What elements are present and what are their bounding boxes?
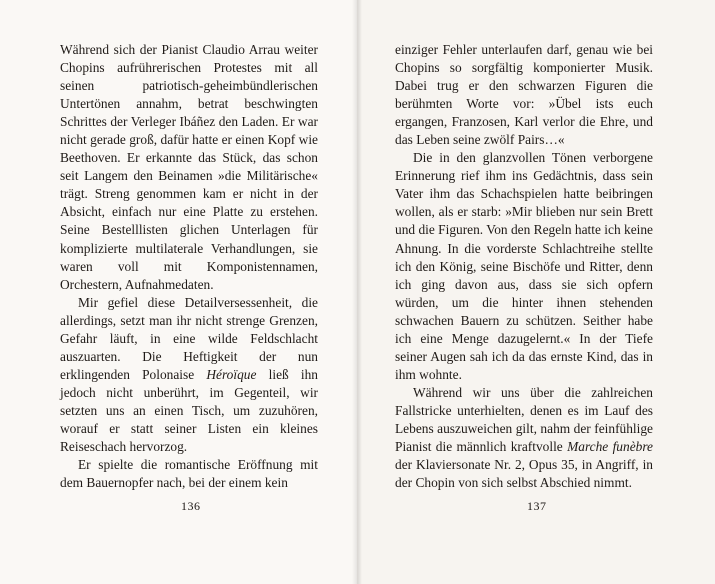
paragraph: Während wir uns über die zahlreichen Fallstricke unterhielten, denen es im Lauf des Lebens auszuweichen gilt, nahm der feinfühlige Pianist die männlich kraftvolle Marche funèbre der Klaviersonate Nr. 2, Opus 35, in Angriff, in der Chopin von sich selbst Abschied nimmt.	[395, 384, 653, 491]
italic-title: Héroïque	[206, 366, 257, 382]
left-page	[0, 0, 357, 584]
right-page	[357, 0, 715, 584]
paragraph: Die in den glanzvollen Tönen verborgene Erinnerung rief ihm ins Gedächtnis, dass sein Vater ihm das Schachspielen hatte beibringen wollen, als er starb: »Mir blieben nur sein Brett und die Figuren. Von den Regeln hatte ich keine Ahnung. In die vorderste Schlachtreihe stellte ich den König, seine Bischöfe und Ritter, denn ich ging davon aus, dass sie sich opfern würden, um die hinter ihnen stehenden schwachen Bauern zu schützen. Seither habe ich eine Menge dazugelernt.« In der Tiefe seiner Augen sah ich da das ernste Kind, das in ihm wohnte.	[395, 150, 653, 382]
paragraph: einziger Fehler unterlaufen darf, genau wie bei Chopins so sorgfältig komponierter Musik. Dabei trug er den schwarzen Figuren die berühmten Worte vor: »Übel ists euch ergangen, Franzosen, Karl verlor die Ehre, und das Leben seine zwölf Pairs…«	[395, 42, 653, 148]
page-number: 136	[181, 499, 201, 513]
paragraph: Während sich der Pianist Claudio Arrau weiter Chopins aufrührerischen Protestes mit all seinen patriotisch-geheimbündlerischen Untertönen annahm, betrat beschwingten Schrittes der Verleger Ibáñez den Laden. Er war nicht gerade groß, dafür hatte er einen Kopf wie Beethoven. Er erkannte das Stück, das schon seit Langem den Beinamen »die Militärische« trägt. Streng genommen kam er nicht in der Absicht, einfach nur eine Platte zu erstehen. Seine Bestelllisten glichen Unterlagen für komplizierte multilaterale Verhandlungen, sie waren voll mit Komponistennamen, Orchestern, Aufnahmedaten.	[60, 42, 318, 292]
italic-title: Marche funèbre	[567, 439, 653, 455]
paragraph: Mir gefiel diese Detailversessenheit, die allerdings, setzt man ihr nicht strenge Grenzen, Gefahr läuft, in eine wilde Feldschlacht auszuarten. Die Heftigkeit der nun erklingenden Polonaise Héroïque ließ ihn jedoch nicht unberührt, im Gegenteil, wir setzten uns an einen Tisch, um zuzuhören, worauf er statt seiner Listen ein kleines Reiseschach hervorzog.	[60, 294, 319, 455]
book-gutter	[352, 0, 362, 584]
page-number: 137	[527, 499, 547, 513]
left-page-text	[60, 41, 318, 492]
right-page-text	[395, 41, 653, 492]
paragraph: Er spielte die romantische Eröffnung mit dem Bauernopfer nach, bei der einem kein	[60, 457, 318, 491]
